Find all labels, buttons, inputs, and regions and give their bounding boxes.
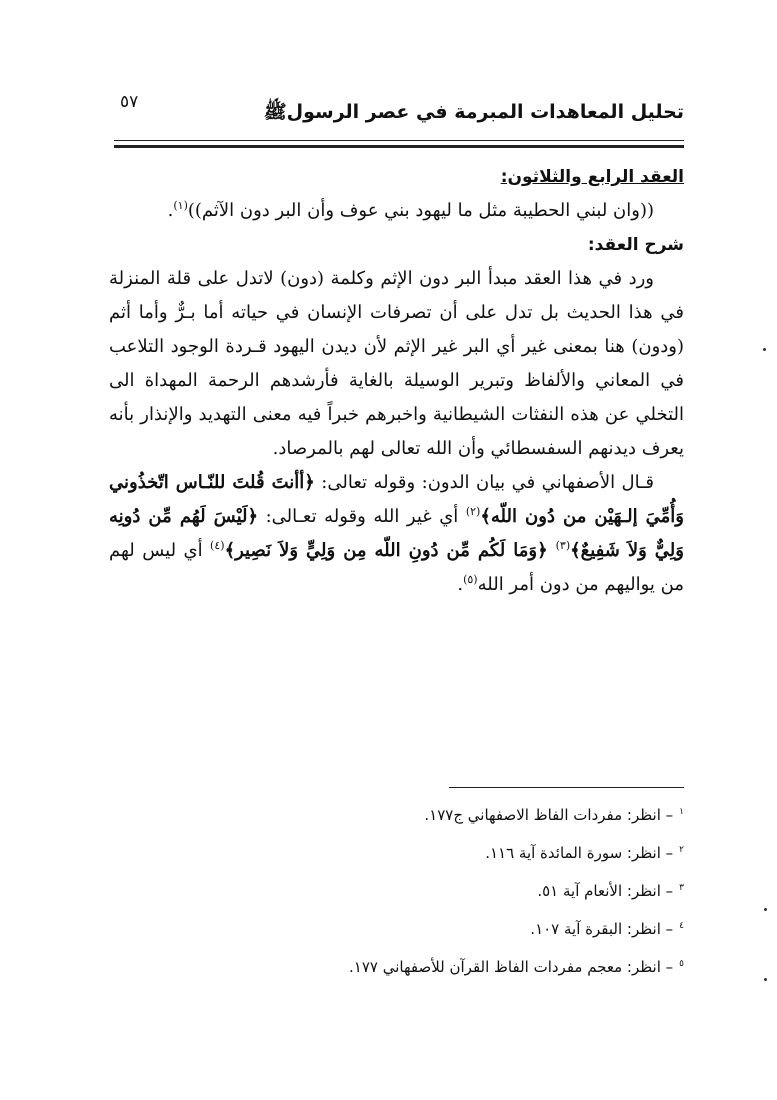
isfahani-paragraph	[109, 466, 684, 602]
isfahani-final: .	[457, 574, 464, 595]
verse-maida: ﴿أأنتَ قُلتَ للنّـاس اتّخذُوني وَأُمِّيَ إلـهَيْن من دُون اللّه﴾	[109, 472, 685, 527]
footnote-number: ٤	[679, 921, 684, 931]
footnote-ref-5: (٥)	[463, 573, 478, 586]
isfahani-end: أي ليس لهم من يواليهم من دون أمر الله	[109, 540, 684, 595]
header-rule-thick	[114, 145, 684, 148]
treaty-quote: ((وان لبني الحطيبة مثل ما ليهود بني عوف وأن البر دون الآثم))$^{(١)}$.	[167, 199, 654, 221]
footnote-text: – انظر: الأنعام آية ٥١.	[537, 882, 674, 900]
footnote-separator	[449, 787, 684, 788]
scan-speck	[764, 978, 767, 981]
footnote-3	[109, 871, 684, 909]
explanation-heading: شرح العقد:	[587, 235, 684, 255]
scan-speck	[763, 348, 766, 351]
footnote-text: – انظر: البقرة آية ١٠٧.	[530, 920, 674, 938]
footnote-5	[109, 947, 684, 985]
footnotes	[109, 795, 684, 985]
verse-baqara: ﴿وَمَا لَكُم مِّن دُونِ اللّه مِن وَلِيٍّ وَلاَ نَصِير﴾	[224, 540, 556, 561]
footnote-text: – انظر: مفردات الفاظ الاصفهاني ج١٧٧.	[424, 806, 674, 824]
verse-anam: ﴿لَيْسَ لَهُم مِّن دُونِه وَلِيٌّ وَلاَ شَفِيعٌ﴾	[109, 506, 684, 561]
page-number: ٥٧	[120, 92, 139, 112]
footnote-ref-3: (٣)	[555, 539, 571, 552]
treaty-quote-text: ((وان لبني الحطيبة مثل ما ليهود بني عوف وأن البر دون الآثم))	[187, 200, 654, 221]
footnote-number: ١	[679, 807, 684, 817]
footnote-number: ٣	[679, 883, 684, 893]
footnote-text: – انظر: معجم مفردات الفاظ القرآن للأصفهاني ١٧٧.	[348, 958, 674, 976]
isfahani-intro: قـال الأصفهاني في بيان الدون: وقوله تعالى:	[314, 472, 654, 493]
footnote-text: – انظر: سورة المائدة آية ١١٦.	[485, 844, 674, 862]
header-rule-thin	[114, 140, 684, 141]
footnote-ref-4: (٤)	[210, 539, 225, 552]
footnote-ref-2: (٢)	[465, 505, 481, 518]
page-header	[112, 92, 684, 128]
footnote-1	[109, 795, 684, 833]
section-heading: العقد الرابع والثلاثون:	[500, 167, 684, 187]
scan-speck	[764, 908, 767, 911]
footnote-number: ٥	[679, 959, 684, 969]
isfahani-mid: أي غير الله وقوله تعـالى:	[258, 506, 466, 527]
footnote-ref-1: (١)	[173, 199, 188, 212]
main-text	[109, 160, 684, 602]
footnote-4	[109, 909, 684, 947]
footnote-number: ٢	[679, 845, 684, 855]
footnote-2	[109, 833, 684, 871]
running-title: تحليل المعاهدات المبرمة في عصر الرسولﷺ	[263, 101, 684, 123]
explanation-paragraph: ورد في هذا العقد مبدأ البر دون الإثم وكلمة (دون) لاتدل على قلة المنزلة في هذا الحديث بل تدل على أن تصرفات الإنسان في حياته أما بـرٌّ وأما أثم (ودون) هنا بمعنى غير أي البر غير الإثم لأن ديدن اليهود قـردة الوجود التلاعب في المعاني والألفاظ وتبرير الوسيلة بالغاية فأرشدهم الرحمة المهداة الى التخلي عن هذه النفثات الشيطانية واخبرهم خبراً فيه معنى التهديد والإنذار بأنه يعرف ديدنهم السفسطائي وأن الله تعالى لهم بالمرصاد.	[109, 268, 684, 459]
